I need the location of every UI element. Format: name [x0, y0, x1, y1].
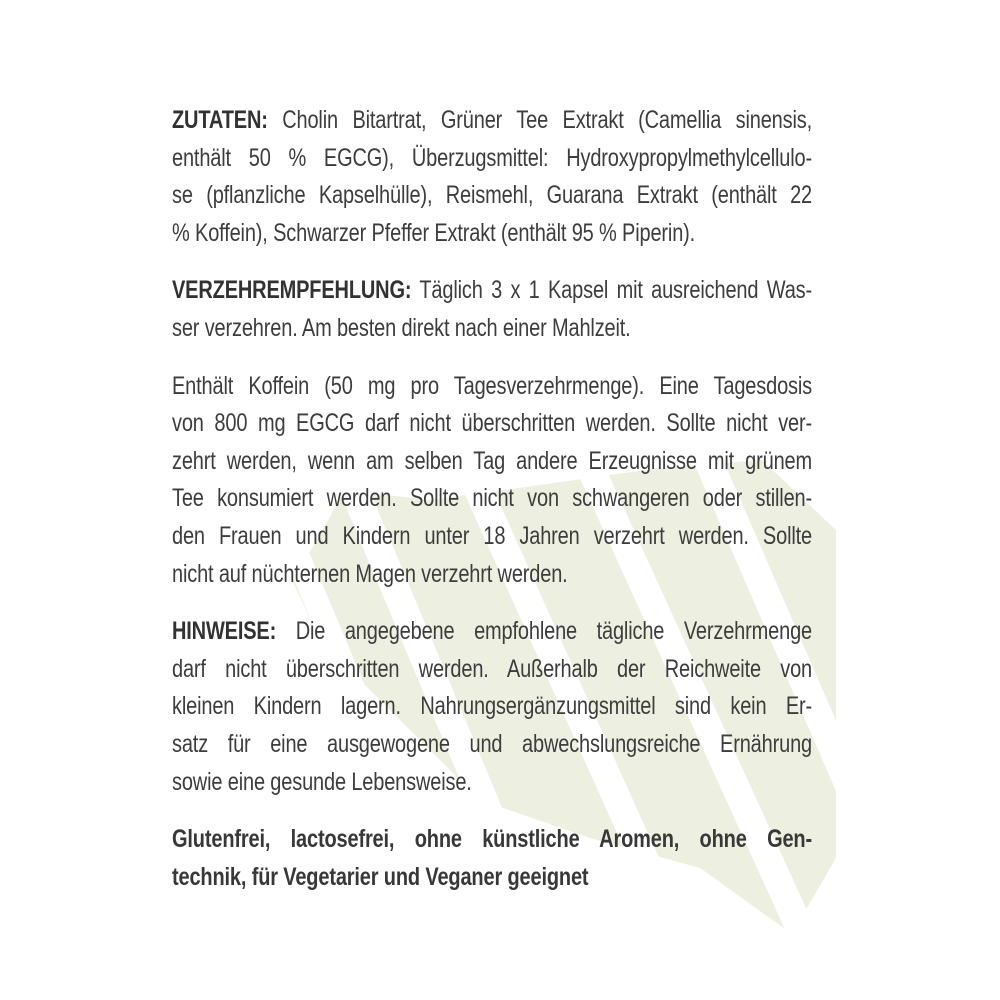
- text-line: nicht auf nüchternen Magen verzehrt werden.: [172, 559, 568, 588]
- text-line: Glutenfrei, lactosefrei, ohne künstliche Aromen, ohne Gen-: [172, 825, 812, 854]
- text-line: Tee konsumiert werden. Sollte nicht von schwangeren oder stillen-: [172, 484, 812, 513]
- line-text: Täglich 3 x 1 Kapsel mit ausreichend Was-: [419, 276, 812, 305]
- line-text: Cholin Bitartrat, Grüner Tee Extrakt (Camellia sinensis,: [282, 106, 813, 134]
- ingredients-heading: ZUTATEN:: [172, 106, 268, 134]
- line-text: Die angegebene empfohlene tägliche Verzehrmenge: [295, 617, 813, 646]
- section-ingredients: [172, 102, 812, 252]
- text-line: % Koffein), Schwarzer Pfeffer Extrakt (enthält 95 % Piperin).: [172, 218, 696, 247]
- text-line: sowie eine gesunde Lebensweise.: [172, 767, 472, 796]
- section-dosage: [172, 272, 812, 347]
- text-line: [172, 272, 812, 310]
- text-line: technik, für Vegetarier und Veganer geeignet: [172, 862, 589, 891]
- text-line: von 800 mg EGCG darf nicht überschritten werden. Sollte nicht ver-: [172, 409, 812, 438]
- text-line: kleinen Kindern lagern. Nahrungsergänzungsmittel sind kein Er-: [172, 692, 812, 721]
- text-line: Enthält Koffein (50 mg pro Tagesverzehrmenge). Eine Tagesdosis: [172, 371, 812, 400]
- text-line: enthält 50 % EGCG), Überzugsmittel: Hydroxypropylmethylcellulo-: [172, 143, 812, 172]
- text-line: satz für eine ausgewogene und abwechslungsreiche Ernährung: [172, 729, 812, 758]
- section-notes: [172, 613, 812, 801]
- dosage-heading: VERZEHREMPFEHLUNG:: [172, 276, 412, 305]
- text-line: [172, 613, 812, 651]
- text-line: den Frauen und Kindern unter 18 Jahren verzehrt werden. Sollte: [172, 521, 812, 550]
- section-claims: [172, 821, 812, 896]
- text-line: [172, 102, 812, 140]
- text-line: zehrt werden, wenn am selben Tag andere Erzeugnisse mit grünem: [172, 446, 812, 475]
- text-line: se (pflanzliche Kapselhülle), Reismehl, Guarana Extrakt (enthält 22: [172, 181, 812, 210]
- notes-heading: HINWEISE:: [172, 617, 277, 646]
- label-text-column: [172, 102, 812, 916]
- text-line: ser verzehren. Am besten direkt nach einer Mahlzeit.: [172, 313, 631, 342]
- text-line: darf nicht überschritten werden. Außerhalb der Reichweite von: [172, 654, 812, 683]
- section-caffeine-warning: [172, 368, 812, 594]
